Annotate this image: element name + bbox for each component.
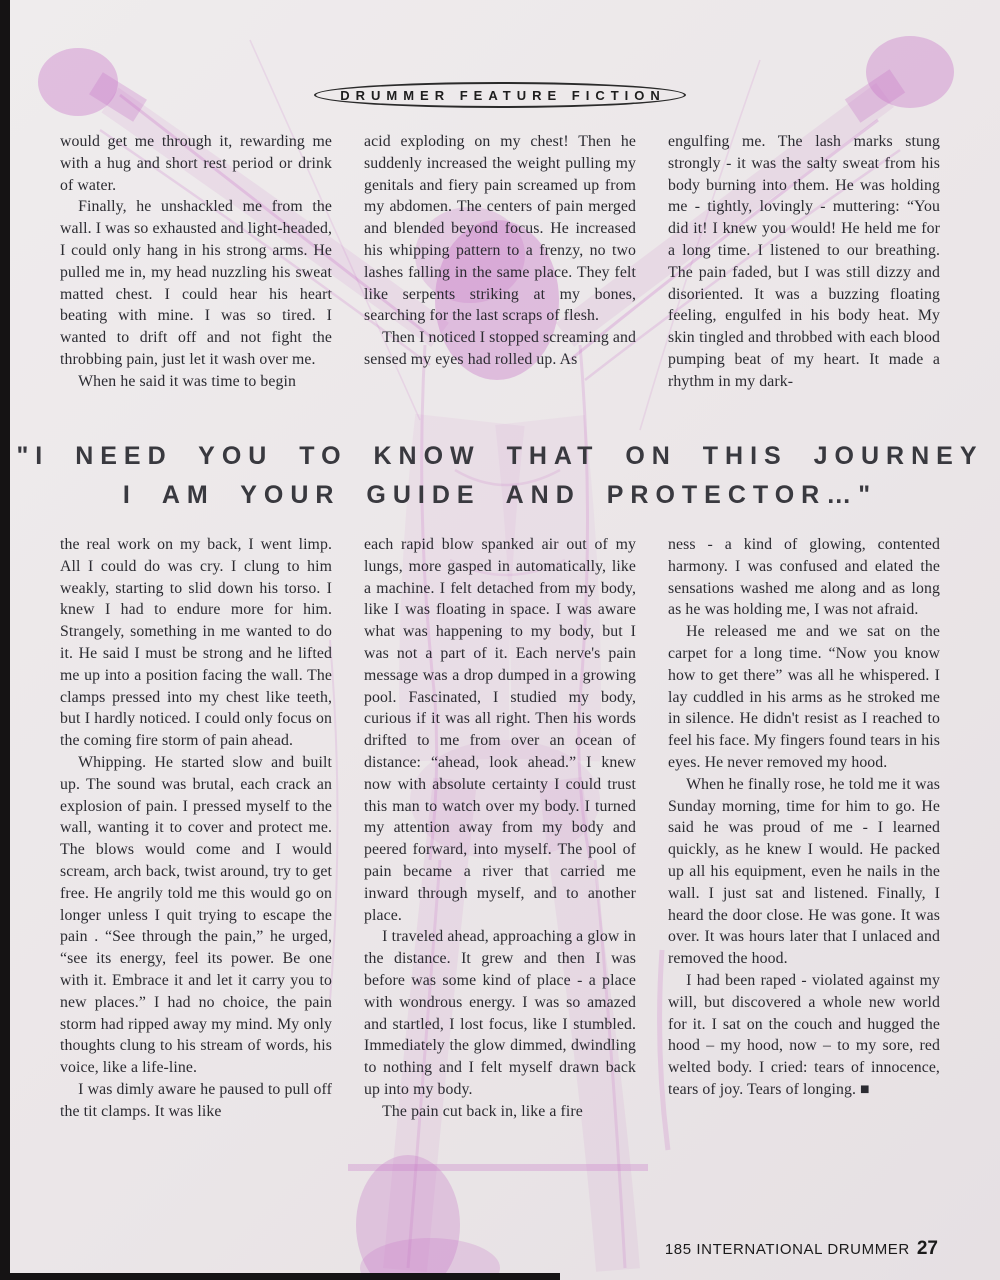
header bbox=[0, 82, 1000, 108]
bottom-column-1 bbox=[60, 534, 332, 1214]
scan-edge-bottom bbox=[0, 1273, 560, 1280]
paragraph: engulfing me. The lash marks stung strongly - it was the salty sweat from his body burning into them. He was holding me - tightly, lovingly - muttering: “You did it! I knew you would! He held me for a long time. I listened to our breathing. The pain faded, but I was still dizzy and disoriented. It was a buzzing floating feeling, engulfed in his body heat. My skin tingled and throbbed with each blood pumping beat of my heart. It made a rhythm in my dark- bbox=[668, 133, 940, 390]
article-bottom-section bbox=[60, 534, 940, 1214]
paragraph: Finally, he unshackled me from the wall. I was so exhausted and light-headed, I could only hang in his strong arms. He pulled me in, my head nuzzling his sweat matted chest. I could hear his heart beating with mine. I was so tired. I wanted to drift off and not fight the throbbing pain, just let it wash over me. bbox=[60, 198, 332, 368]
bottom-column-3 bbox=[668, 534, 940, 1214]
paragraph: Whipping. He started slow and built up. The sound was brutal, each crack an explosion of pain. I pressed myself to the wall, wanting it to cover and protect me. The blows would come and I would scream, arch back, twist around, try to get free. He angrily told me this would go on longer unless I quit trying to escape the pain . “See through the pain,” he urged, “see its energy, feel its power. Be one with it. Embrace it and let it carry you to new places.” I had no choice, the pain storm had ripped away my mind. My only thoughts clung to his stream of words, his voice, like a life-line. bbox=[60, 753, 332, 1077]
paragraph: When he finally rose, he told me it was Sunday morning, time for him to go. He said he was proud of me - I learned quickly, as he knew I would. He packed up all his equipment, even he nails in the wall. I just sat and listened. Finally, I heard the door close. He was gone. It was over. It was hours later that I unlaced and removed the hood. bbox=[668, 775, 940, 968]
bottom-column-2 bbox=[364, 534, 636, 1214]
pull-quote bbox=[0, 437, 1000, 515]
scan-edge-left bbox=[0, 0, 10, 1280]
paragraph: I traveled ahead, approaching a glow in the distance. It grew and then I was before was some kind of place - a place with wondrous energy. I was so amazed and startled, I lost focus, like I stumbled. Immediately the glow dimmed, dwindling to nothing and I felt myself drawn back up into my body. bbox=[364, 928, 636, 1098]
paragraph: each rapid blow spanked air out of my lungs, more gasped in automatically, like a machine. I felt detached from my body, like I was floating in space. I was aware what was happening to my body, but I was not a part of it. Each nerve's pain message was a drop dumped in a growing pool. Fascinated, I studied my body, curious if it was all right. Then his words drifted to me from over an ocean of distance: “ahead, look ahead.” I knew now with absolute certainty I could trust this man to watch over my body. I turned my attention away from my body and peered forward, into myself. The pool of pain became a river that carried me inward through myself, and to another place. bbox=[364, 536, 636, 924]
page-number: 27 bbox=[916, 1238, 938, 1259]
section-badge: DRUMMER FEATURE FICTION bbox=[314, 82, 686, 108]
paragraph: acid exploding on my chest! Then he suddenly increased the weight pulling my genitals and fiery pain screamed up from my abdomen. The centers of pain merged and blended beyond focus. He increased his whipping pattern to a frenzy, no two lashes falling in the same place. They felt like serpents striking at my bones, searching for the last scraps of flesh. bbox=[364, 133, 636, 325]
paragraph: ness - a kind of glowing, contented harmony. I was confused and elated the sensations washed me along and as long as he was holding me, I was not afraid. bbox=[668, 536, 940, 619]
article-top-section bbox=[60, 131, 940, 426]
paragraph: I was dimly aware he paused to pull off the tit clamps. It was like bbox=[60, 1080, 332, 1120]
paragraph: would get me through it, rewarding me with a hug and short rest period or drink of water. bbox=[60, 133, 332, 194]
footer-issue-title: 185 INTERNATIONAL DRUMMER bbox=[664, 1241, 910, 1258]
top-column-2 bbox=[364, 131, 636, 426]
paragraph: When he said it was time to begin bbox=[78, 372, 296, 390]
top-column-3 bbox=[668, 131, 940, 426]
paragraph: He released me and we sat on the carpet for a long time. “Now you know how to get there” was all he whispered. I lay cuddled in his arms as he stroked me in silence. He didn't resist as I reached to feel his face. My fingers found tears in his eyes. He never removed my hood. bbox=[668, 623, 940, 771]
paragraph: Then I noticed I stopped screaming and sensed my eyes had rolled up. As bbox=[364, 329, 636, 368]
paragraph: the real work on my back, I went limp. All I could do was cry. I clung to him weakly, starting to slid down his torso. I knew I had to endure more for him. Strangely, something in me wanted to do it. He said I must be strong and he lifted me up into a position facing the wall. The clamps pressed into my chest like teeth, but I hardly noticed. I could only focus on the coming fire storm of pain ahead. bbox=[60, 536, 332, 750]
paragraph: The pain cut back in, like a fire bbox=[382, 1102, 583, 1120]
pull-quote-line-2: I AM YOUR GUIDE AND PROTECTOR…" bbox=[122, 481, 878, 509]
top-column-1 bbox=[60, 131, 332, 426]
paragraph: I had been raped - violated against my will, but discovered a whole new world for it. I sat on the couch and hugged the hood – my hood, now – to my sore, red welted body. I cried: tears of innocence, tears of joy. Tears of longing. ■ bbox=[668, 971, 940, 1098]
pull-quote-line-1: "I NEED YOU TO KNOW THAT ON THIS JOURNEY bbox=[16, 442, 984, 470]
page-footer bbox=[665, 1238, 938, 1260]
